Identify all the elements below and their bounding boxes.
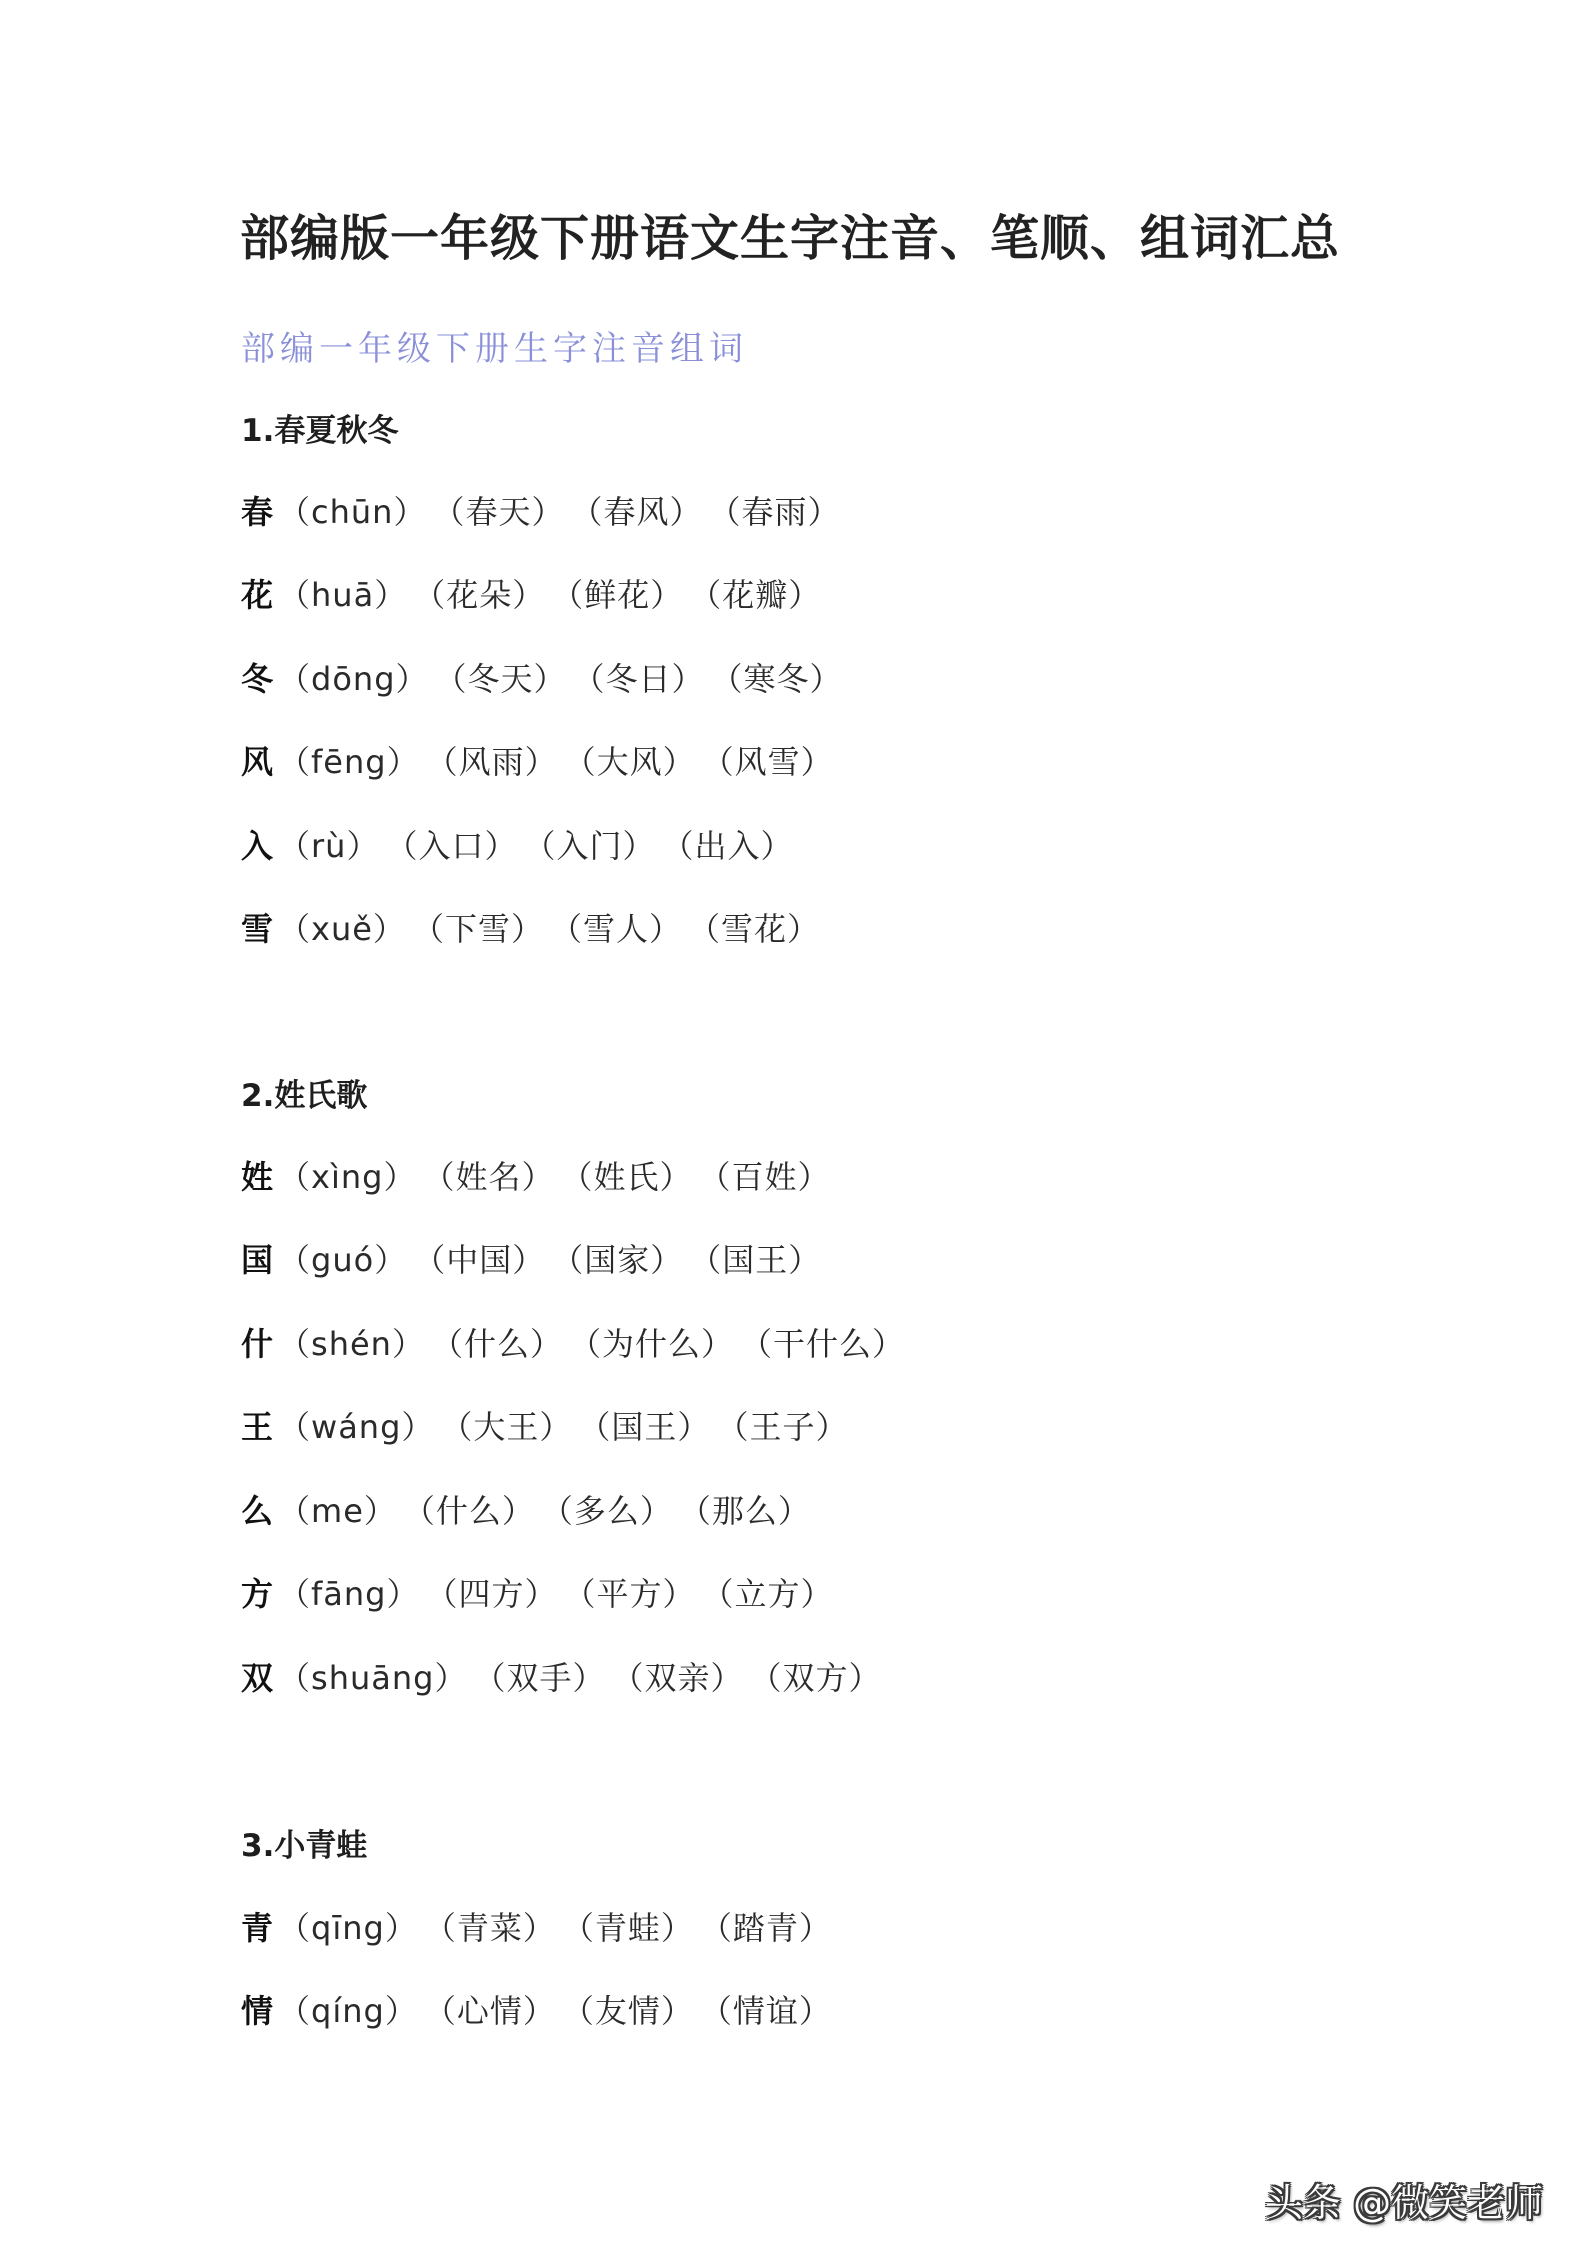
list-item <box>241 737 856 783</box>
word: （干什么） <box>755 1325 905 1363</box>
character: 国 <box>241 1241 275 1279</box>
character: 双 <box>241 1659 275 1697</box>
page-title: 部编版一年级下册语文生字注音、笔顺、组词汇总 <box>240 210 1341 267</box>
watermark: 头条 @微笑老师 <box>1265 2181 1544 2225</box>
page-subtitle: 部编一年级下册生字注音组词 <box>241 329 748 369</box>
list-item <box>241 1653 904 1699</box>
word: （立方） <box>717 1575 834 1613</box>
section-heading-1: 1.春夏秋冬 <box>241 413 399 449</box>
word: （王子） <box>732 1408 849 1446</box>
word: （双手） <box>489 1659 606 1697</box>
word: （多么） <box>556 1492 673 1530</box>
list-item <box>241 487 863 533</box>
word: （出入） <box>677 827 794 865</box>
list-item <box>241 1402 870 1448</box>
character: 姓 <box>241 1158 275 1196</box>
word: （雪花） <box>703 910 820 948</box>
character: 情 <box>241 1992 275 2030</box>
word: （友情） <box>577 1992 694 2030</box>
character: 什 <box>241 1325 275 1363</box>
word: （青蛙） <box>577 1909 694 1947</box>
word: （风雪） <box>717 743 834 781</box>
character: 么 <box>241 1492 275 1530</box>
pinyin: （shén） <box>278 1325 425 1363</box>
pinyin: （xuě） <box>278 910 406 948</box>
word: （踏青） <box>715 1909 832 1947</box>
pinyin: （qíng） <box>278 1992 418 2030</box>
word: （冬天） <box>450 660 567 698</box>
word: （心情） <box>439 1992 556 2030</box>
section-heading-2: 2.姓氏歌 <box>241 1078 368 1114</box>
word: （风雨） <box>441 743 558 781</box>
word: （四方） <box>441 1575 558 1613</box>
word: （大风） <box>579 743 696 781</box>
word: （花朵） <box>429 576 546 614</box>
word: （姓氏） <box>576 1158 693 1196</box>
list-item <box>241 1319 927 1365</box>
list-item <box>241 1986 854 2032</box>
character: 雪 <box>241 910 275 948</box>
word: （春天） <box>448 493 565 531</box>
word: （那么） <box>694 1492 811 1530</box>
character: 方 <box>241 1575 275 1613</box>
character: 花 <box>241 576 275 614</box>
character: 青 <box>241 1909 275 1947</box>
word: （春雨） <box>724 493 841 531</box>
word: （什么） <box>418 1492 535 1530</box>
pinyin: （shuāng） <box>278 1659 468 1697</box>
pinyin: （me） <box>278 1492 397 1530</box>
word: （中国） <box>429 1241 546 1279</box>
list-item <box>241 570 843 616</box>
word: （什么） <box>446 1325 563 1363</box>
word: （百姓） <box>714 1158 831 1196</box>
word: （国王） <box>705 1241 822 1279</box>
word: （国王） <box>594 1408 711 1446</box>
word: （青菜） <box>439 1909 556 1947</box>
character: 风 <box>241 743 275 781</box>
word: （姓名） <box>438 1158 555 1196</box>
word: （双方） <box>765 1659 882 1697</box>
pinyin: （guó） <box>278 1241 408 1279</box>
pinyin: （huā） <box>278 576 408 614</box>
word: （春风） <box>586 493 703 531</box>
list-item <box>241 1235 843 1281</box>
word: （平方） <box>579 1575 696 1613</box>
word: （寒冬） <box>726 660 843 698</box>
pinyin: （chūn） <box>278 493 427 531</box>
character: 王 <box>241 1408 275 1446</box>
word: （下雪） <box>427 910 544 948</box>
list-item <box>241 1486 833 1532</box>
word: （入门） <box>539 827 656 865</box>
list-item <box>241 1903 854 1949</box>
section-heading-3: 3.小青蛙 <box>241 1828 368 1864</box>
pinyin: （fāng） <box>278 1575 420 1613</box>
pinyin: （dōng） <box>278 660 429 698</box>
pinyin: （rù） <box>278 827 380 865</box>
character: 冬 <box>241 660 275 698</box>
word: （国家） <box>567 1241 684 1279</box>
word: （冬日） <box>588 660 705 698</box>
pinyin: （xìng） <box>278 1158 417 1196</box>
list-item <box>241 1569 856 1615</box>
word: （花瓣） <box>705 576 822 614</box>
word: （双亲） <box>627 1659 744 1697</box>
list-item <box>241 821 816 867</box>
pinyin: （wáng） <box>278 1408 435 1446</box>
list-item <box>241 654 865 700</box>
character: 入 <box>241 827 275 865</box>
list-item <box>241 904 842 950</box>
pinyin: （fēng） <box>278 743 420 781</box>
word: （情谊） <box>715 1992 832 2030</box>
word: （鲜花） <box>567 576 684 614</box>
list-item <box>241 1152 853 1198</box>
pinyin: （qīng） <box>278 1909 418 1947</box>
word: （大王） <box>456 1408 573 1446</box>
word: （雪人） <box>565 910 682 948</box>
word: （入口） <box>401 827 518 865</box>
word: （为什么） <box>584 1325 734 1363</box>
character: 春 <box>241 493 275 531</box>
